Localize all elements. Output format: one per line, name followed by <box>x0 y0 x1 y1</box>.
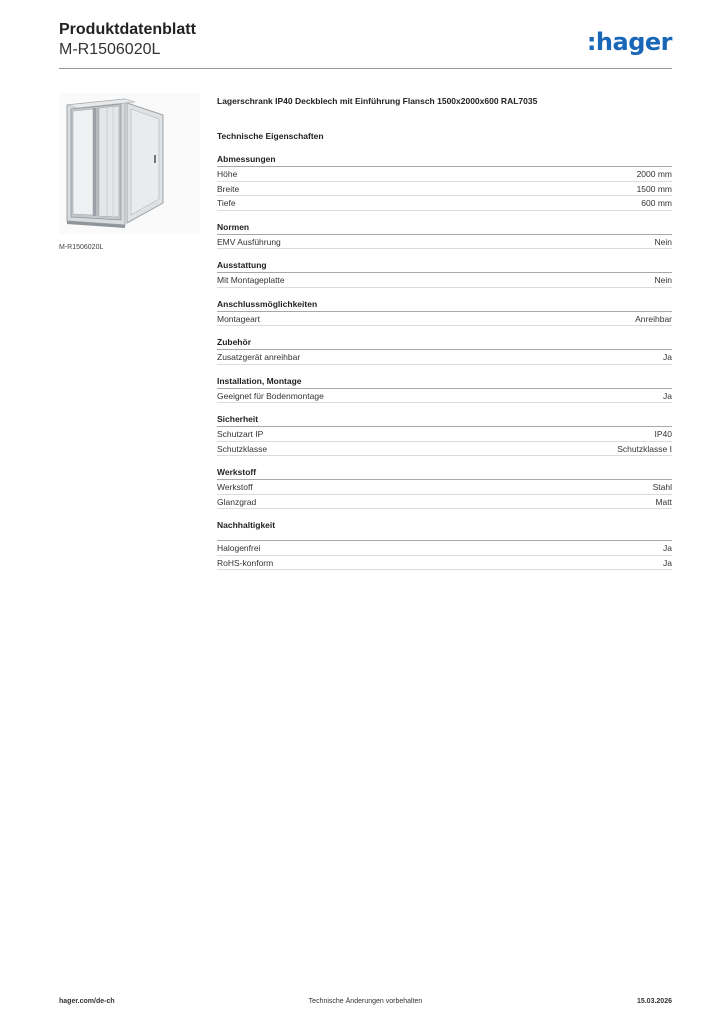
section-title: Nachhaltigkeit <box>217 520 276 530</box>
image-caption: M-R1506020L <box>59 244 104 251</box>
spec-value: Ja <box>663 557 672 568</box>
spec-value: Anreihbar <box>635 313 672 324</box>
spec-row <box>217 273 672 288</box>
spec-section <box>217 519 672 570</box>
spec-label: Schutzklasse <box>217 443 268 454</box>
section-title: Sicherheit <box>217 413 672 427</box>
section-title: Zubehör <box>217 336 672 350</box>
spec-label: Mit Montageplatte <box>217 275 285 285</box>
section-title: Werkstoff <box>217 466 672 480</box>
spec-label: Tiefe <box>217 198 236 208</box>
cabinet-with-open-door-icon <box>59 93 200 234</box>
spec-label: Zusatzgerät anreihbar <box>217 352 301 362</box>
spec-label: Montageart <box>217 313 260 324</box>
hager-logo: :hager <box>586 28 672 56</box>
spec-row <box>217 389 672 404</box>
spec-row <box>217 350 672 365</box>
spec-label: Halogenfrei <box>217 543 261 553</box>
spec-row <box>217 541 672 556</box>
spec-section <box>217 259 672 288</box>
spec-row <box>217 427 672 442</box>
footer-date: 15.03.2026 <box>636 998 672 1005</box>
technical-properties-title: Technische Eigenschaften <box>217 131 324 141</box>
page-title: Produktdatenblatt <box>59 21 196 38</box>
section-divider <box>217 532 672 541</box>
spec-value: Schutzklasse I <box>617 443 672 454</box>
spec-value: 1500 mm <box>636 183 672 194</box>
section-title: Normen <box>217 221 672 235</box>
spec-row <box>217 167 672 182</box>
spec-label: RoHS-konform <box>217 557 274 568</box>
section-title: Installation, Montage <box>217 375 672 389</box>
footer-disclaimer: Technische Änderungen vorbehalten <box>308 998 423 1005</box>
product-description: Lagerschrank IP40 Deckblech mit Einführung Flansch 1500x2000x600 RAL7035 <box>217 96 538 106</box>
spec-row <box>217 182 672 197</box>
footer-website-link[interactable]: hager.com/de-ch <box>59 998 115 1005</box>
spec-value: Stahl <box>652 482 672 492</box>
spec-row <box>217 312 672 327</box>
spec-label: Geeignet für Bodenmontage <box>217 390 324 401</box>
spec-value: IP40 <box>654 429 672 439</box>
spec-section <box>217 336 672 365</box>
spec-value: Ja <box>663 543 672 553</box>
spec-label: EMV Ausführung <box>217 236 281 247</box>
section-title: Abmessungen <box>217 153 672 167</box>
product-image <box>59 93 200 234</box>
page-header <box>59 20 196 60</box>
spec-row <box>217 442 672 457</box>
spec-section <box>217 466 672 509</box>
section-title: Ausstattung <box>217 259 672 273</box>
spec-sections <box>217 153 672 570</box>
product-specs <box>217 95 672 580</box>
product-code: M-R1506020L <box>59 41 161 58</box>
spec-label: Werkstoff <box>217 482 253 492</box>
spec-section <box>217 221 672 250</box>
spec-label: Höhe <box>217 169 238 179</box>
spec-value: 600 mm <box>641 198 672 208</box>
spec-row <box>217 556 672 571</box>
spec-value: Matt <box>655 496 672 507</box>
spec-value: Ja <box>663 390 672 401</box>
spec-row <box>217 235 672 250</box>
spec-value: 2000 mm <box>636 169 672 179</box>
spec-section <box>217 298 672 327</box>
spec-section <box>217 153 672 211</box>
spec-label: Schutzart IP <box>217 429 264 439</box>
spec-row <box>217 480 672 495</box>
spec-value: Nein <box>654 236 672 247</box>
spec-row <box>217 196 672 211</box>
spec-label: Glanzgrad <box>217 496 257 507</box>
spec-value: Nein <box>654 275 672 285</box>
spec-label: Breite <box>217 183 240 194</box>
header-divider <box>59 68 672 69</box>
spec-row <box>217 495 672 510</box>
spec-section <box>217 375 672 404</box>
section-title: Anschlussmöglichkeiten <box>217 298 672 312</box>
spec-value: Ja <box>663 352 672 362</box>
spec-section <box>217 413 672 456</box>
